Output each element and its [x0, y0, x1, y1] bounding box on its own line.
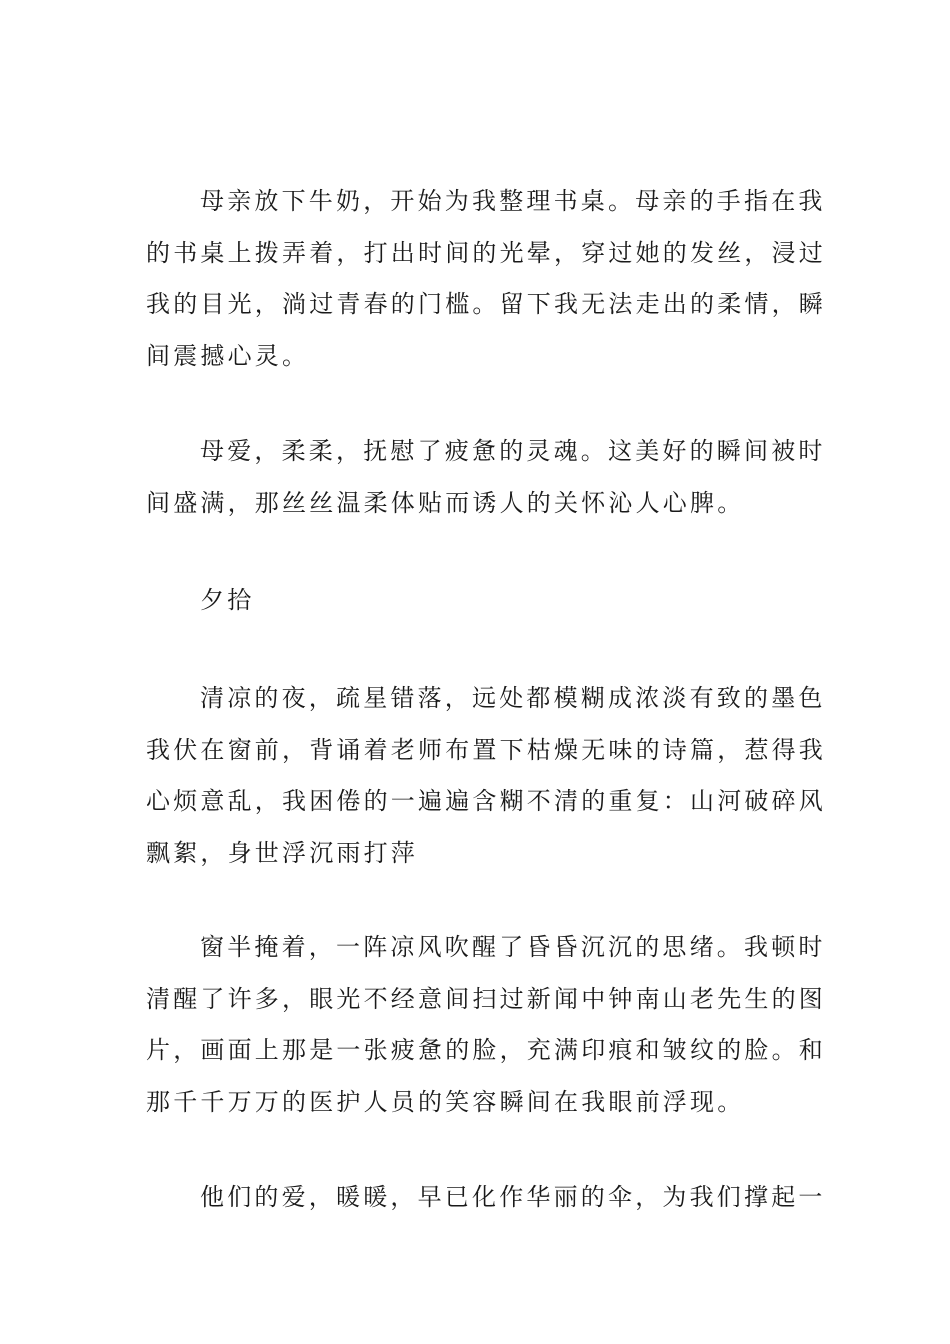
text-line: 夕拾: [200, 586, 255, 614]
text-line: 心烦意乱，我困倦的一遍遍含糊不清的重复：山河破碎风: [146, 787, 826, 815]
text-line: 片，画面上那是一张疲惫的脸，充满印痕和皱纹的脸。和: [146, 1036, 826, 1064]
text-line: 我的目光，淌过青春的门槛。留下我无法走出的柔情，瞬: [146, 290, 826, 318]
paragraph-mother-desk: [146, 176, 826, 382]
section-heading: [146, 575, 806, 627]
text-line: 清凉的夜，疏星错落，远处都模糊成浓淡有致的墨色: [200, 684, 826, 712]
text-line: 飘絮，身世浮沉雨打萍: [146, 838, 418, 867]
paragraph-their-love: [146, 1172, 826, 1224]
paragraph-mother-love: [146, 426, 826, 529]
text-line: 那千千万万的医护人员的笑容瞬间在我眼前浮现。: [146, 1087, 745, 1116]
text-line: 他们的爱，暖暖，早已化作华丽的伞，为我们撑起一: [200, 1183, 826, 1211]
text-line: 母爱，柔柔，抚慰了疲惫的灵魂。这美好的瞬间被时: [200, 437, 826, 465]
text-line: 的书桌上拨弄着，打出时间的光晕，穿过她的发丝，浸过: [146, 238, 826, 267]
text-line: 间盛满，那丝丝温柔体贴而诱人的关怀沁人心脾。: [146, 488, 745, 517]
text-line: 间震撼心灵。: [146, 341, 310, 370]
text-line: 窗半掩着，一阵凉风吹醒了昏昏沉沉的思绪。我顿时: [200, 933, 826, 961]
paragraph-cool-night: [146, 673, 826, 879]
text-line: 清醒了许多，眼光不经意间扫过新闻中钟南山老先生的图: [146, 984, 826, 1013]
text-line: 我伏在窗前，背诵着老师布置下枯燥无味的诗篇，惹得我: [146, 735, 826, 764]
text-line: 母亲放下牛奶，开始为我整理书桌。母亲的手指在我: [200, 187, 826, 215]
paragraph-window: [146, 922, 826, 1128]
